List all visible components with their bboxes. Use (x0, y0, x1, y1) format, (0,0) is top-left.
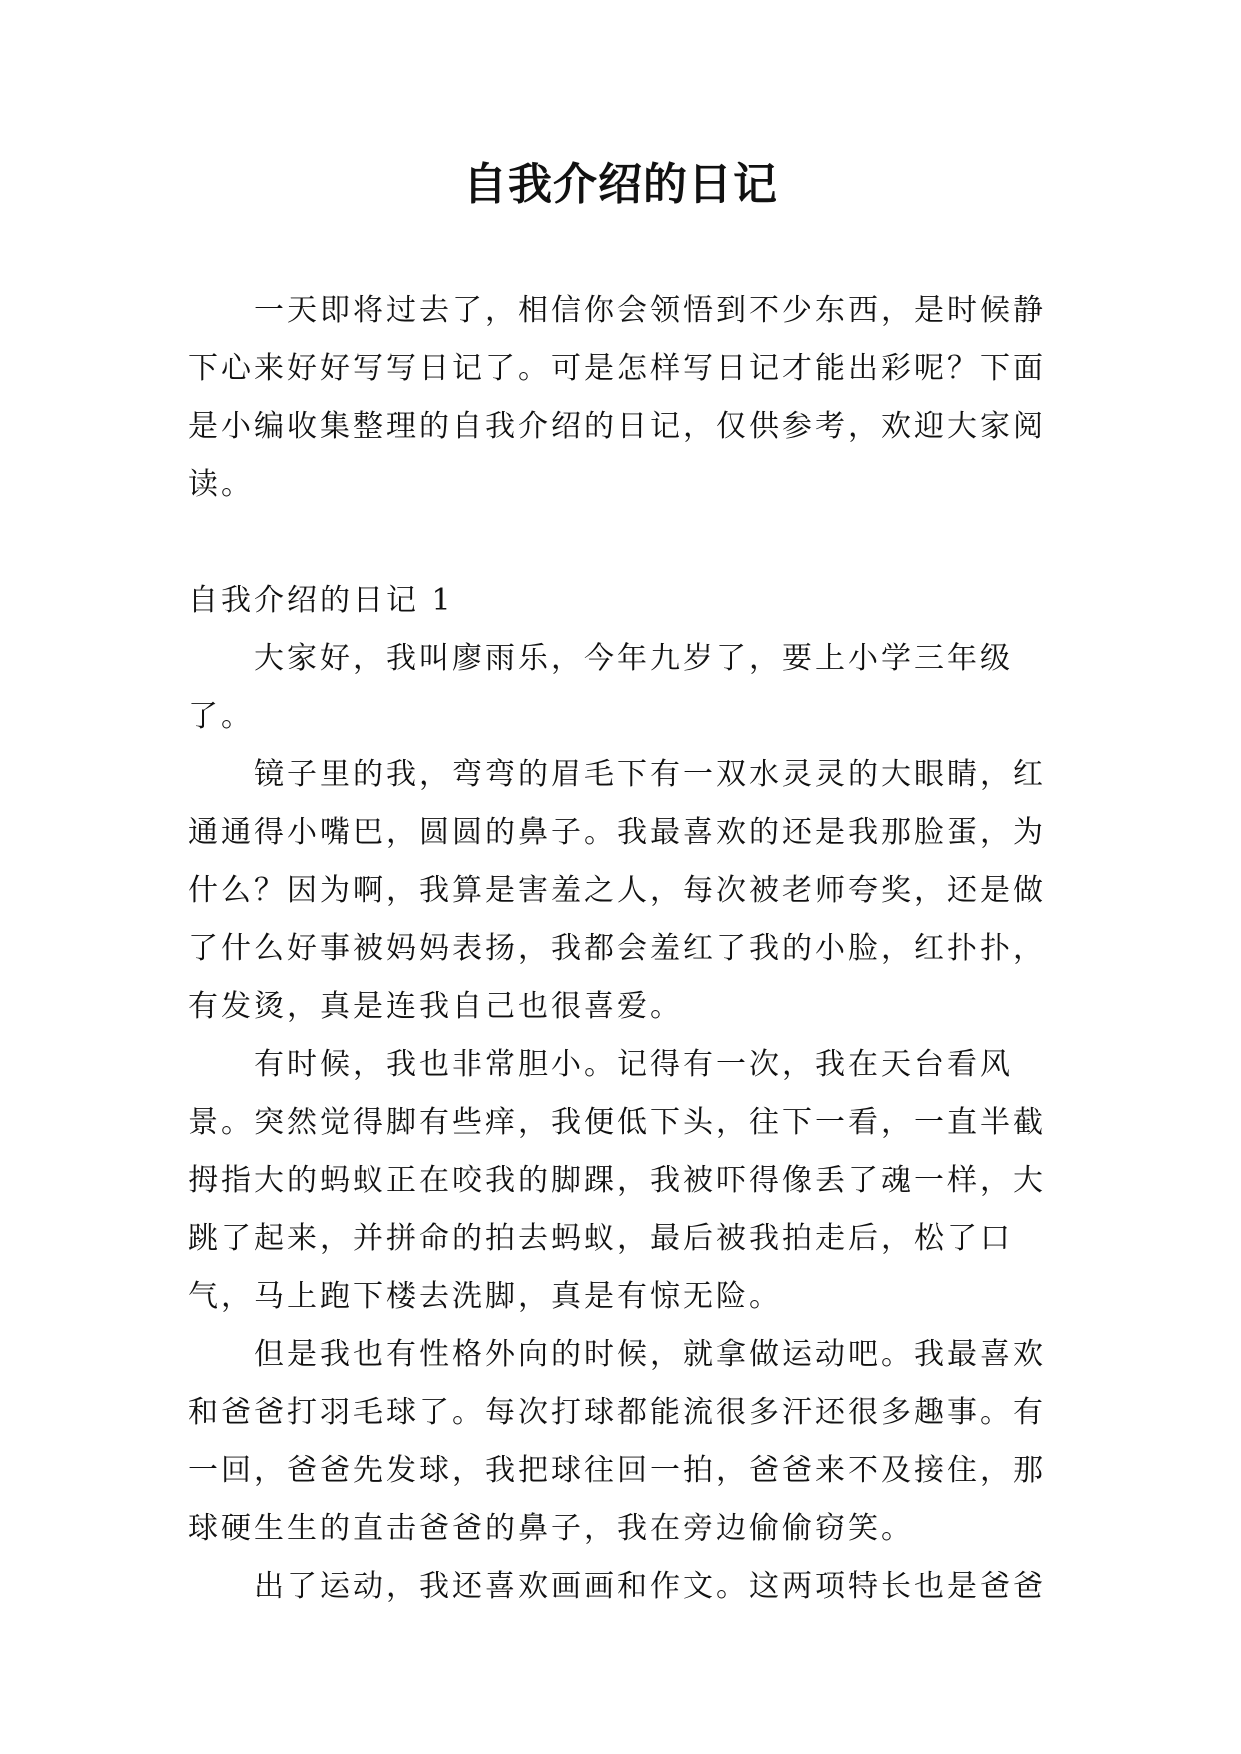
document-body (188, 282, 1053, 1616)
body-paragraph: 大家好，我叫廖雨乐，今年九岁了，要上小学三年级了。 (188, 641, 1013, 734)
intro-paragraph: 一天即将过去了，相信你会领悟到不少东西，是时候静下心来好好写写日记了。可是怎样写日记才能出彩呢？下面是小编收集整理的自我介绍的日记，仅供参考，欢迎大家阅读。 (188, 293, 1046, 502)
body-paragraph: 有时候，我也非常胆小。记得有一次，我在天台看风景。突然觉得脚有些痒，我便低下头，往下一看，一直半截拇指大的蚂蚁正在咬我的脚踝，我被吓得像丢了魂一样，大跳了起来，并拼命的拍去蚂蚁，最后被我拍走后，松了口气，马上跑下楼去洗脚，真是有惊无险。 (188, 1047, 1046, 1314)
section-heading: 自我介绍的日记 1 (188, 583, 454, 618)
body-paragraph: 出了运动，我还喜欢画画和作文。这两项特长也是爸爸 (254, 1569, 1046, 1604)
document-title: 自我介绍的日记 (463, 159, 778, 210)
paragraph-spacer (188, 514, 1053, 572)
body-paragraph: 但是我也有性格外向的时候，就拿做运动吧。我最喜欢和爸爸打羽毛球了。每次打球都能流很多汗还很多趣事。有一回，爸爸先发球，我把球往回一拍，爸爸来不及接住，那球硬生生的直击爸爸的鼻子，我在旁边偷偷窃笑。 (188, 1337, 1046, 1546)
body-paragraph: 镜子里的我，弯弯的眉毛下有一双水灵灵的大眼睛，红通通得小嘴巴，圆圆的鼻子。我最喜欢的还是我那脸蛋，为什么？因为啊，我算是害羞之人，每次被老师夸奖，还是做了什么好事被妈妈表扬，我都会羞红了我的小脸，红扑扑，有发烫，真是连我自己也很喜爱。 (188, 757, 1046, 1024)
